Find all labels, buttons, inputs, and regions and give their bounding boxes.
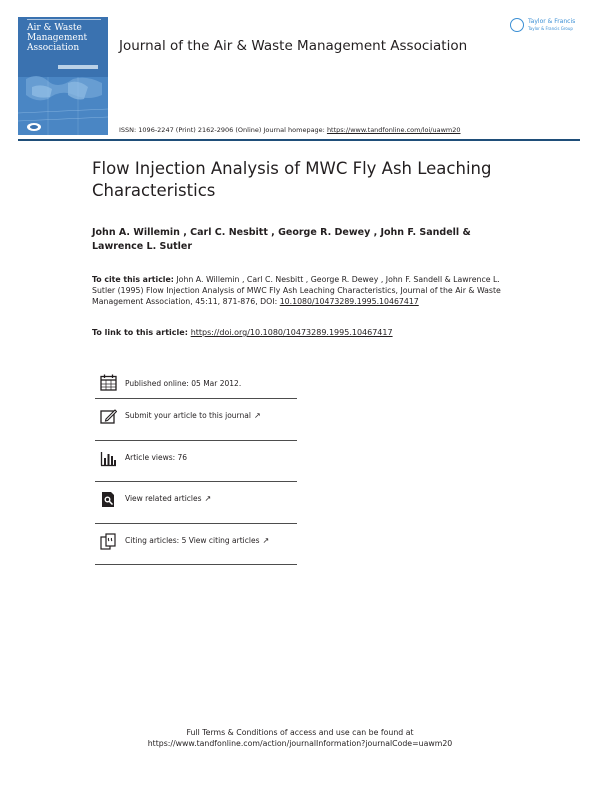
article-views-text: Article views: 76 <box>125 452 188 462</box>
publisher-logo-icon <box>510 18 524 32</box>
citing-documents-icon <box>100 533 117 550</box>
article-link-line <box>92 328 393 337</box>
publisher-subname: Taylor & Francis Group <box>528 26 573 31</box>
terms-footer <box>0 727 600 749</box>
published-online-text: Published online: 05 Mar 2012. <box>125 379 242 388</box>
article-metadata-list <box>95 368 297 565</box>
article-title: Flow Injection Analysis of MWC Fly Ash Leaching Characteristics <box>92 159 492 200</box>
citing-articles-row[interactable] <box>95 524 297 566</box>
issn-text: ISSN: 1096-2247 (Print) 2162-2906 (Online) Journal homepage: <box>119 126 327 134</box>
external-link-icon: ↗ <box>262 535 270 545</box>
related-articles-row[interactable] <box>95 482 297 524</box>
citing-articles-link[interactable]: Citing articles: 5 View citing articles ↗ <box>125 535 270 545</box>
publisher-name: Taylor & Francis <box>528 18 576 25</box>
citation-text: John A. Willemin , Carl C. Nesbitt , George R. Dewey , John F. Sandell & Lawrence L. Sutler (1995) Flow Injection Analysis of MWC Fly Ash Leaching Characteristics, Journal of the Air & Waste Management Association, 45:11, 871-876, DOI: <box>92 275 501 306</box>
external-link-icon: ↗ <box>253 411 261 420</box>
citation-label: To cite this article: <box>92 275 174 284</box>
edit-document-icon <box>100 408 117 425</box>
published-online-row <box>95 368 297 399</box>
terms-footer-link[interactable]: https://www.tandfonline.com/action/journalInformation?journalCode=uawm20 <box>147 739 453 748</box>
issn-line <box>119 126 461 134</box>
article-link-label: To link to this article: <box>92 328 191 337</box>
journal-homepage-link[interactable]: https://www.tandfonline.com/loi/uawm20 <box>326 126 461 134</box>
citation-block <box>92 274 502 307</box>
publisher-logo[interactable] <box>510 16 578 38</box>
cover-title: Air & Waste Management Association <box>27 23 88 53</box>
article-authors: John A. Willemin , Carl C. Nesbitt , George R. Dewey , John F. Sandell & Lawrence L. Sutler <box>92 227 471 252</box>
calendar-icon <box>100 374 117 391</box>
journal-cover-image <box>18 17 108 135</box>
submit-article-row[interactable] <box>95 399 297 441</box>
terms-footer-line1: Full Terms & Conditions of access and use can be found at <box>186 728 414 737</box>
journal-title[interactable]: Journal of the Air & Waste Management Association <box>119 38 468 54</box>
external-link-icon: ↗ <box>204 494 212 503</box>
submit-article-link[interactable]: Submit your article to this journal ↗ <box>125 411 261 420</box>
bar-chart-icon <box>100 450 117 467</box>
article-views-row <box>95 441 297 483</box>
citation-doi-link[interactable]: 10.1080/10473289.1995.10467417 <box>279 297 419 306</box>
related-articles-link[interactable]: View related articles ↗ <box>125 494 212 503</box>
header-divider <box>18 139 580 141</box>
article-doi-url-link[interactable]: https://doi.org/10.1080/10473289.1995.10467417 <box>190 328 393 337</box>
search-document-icon <box>100 491 117 508</box>
